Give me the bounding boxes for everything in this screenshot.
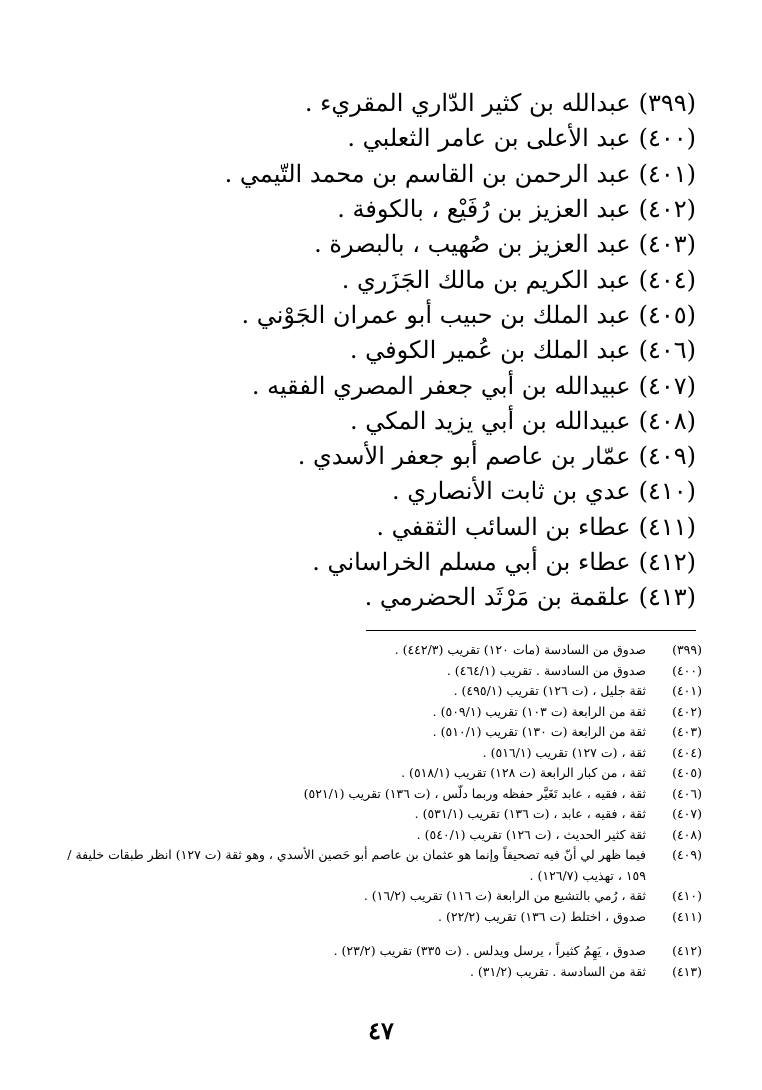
entry-name: عمّار بن عاصم أبو جعفر الأسدي . bbox=[297, 442, 631, 471]
footnote-number: (٤١١) bbox=[672, 908, 702, 924]
footnote-number: (٤٠٧) bbox=[672, 806, 702, 821]
entry-number: (٣٩٩) bbox=[638, 89, 696, 118]
footnote bbox=[62, 962, 702, 983]
footnote bbox=[62, 661, 702, 682]
footnote-number: (٤٠٨) bbox=[672, 826, 702, 842]
footnote-number: (٤٠٣) bbox=[672, 724, 702, 739]
footnote-text: ثقة ، رُمي بالتشيع من الرابعة (ت ١١٦) تقريب (١٦/٢) . bbox=[363, 888, 646, 903]
footnote-text: ثقة ، فقيه ، عابد تَغَيَّر حفظه وربما دلّس ، (ت ١٣٦) تقريب (٥٢١/١) bbox=[303, 785, 646, 801]
footnote-text: ثقة ، من كبار الرابعة (ت ١٢٨) تقريب (٥١٨/١) . bbox=[401, 765, 646, 780]
list-item bbox=[96, 510, 696, 545]
entry-number: (٤٠٠) bbox=[638, 124, 696, 153]
entry-number: (٤١٣) bbox=[638, 583, 696, 612]
footnote bbox=[62, 784, 702, 805]
footnote bbox=[62, 886, 702, 907]
entry-name: عبد الملك بن حبيب أبو عمران الجَوْني . bbox=[241, 300, 631, 329]
footnote bbox=[62, 743, 702, 764]
footnote-text: ثقة من الرابعة (ت ١٠٣) تقريب (٥٠٩/١) . bbox=[432, 703, 646, 719]
entry-number: (٤٠٥) bbox=[638, 300, 696, 329]
narrator-list bbox=[96, 86, 696, 615]
footnote bbox=[62, 825, 702, 846]
entry-number: (٤٠٤) bbox=[638, 265, 696, 294]
list-item bbox=[96, 474, 696, 509]
list-item bbox=[96, 580, 696, 615]
entry-number: (٤١١) bbox=[638, 512, 696, 541]
footnote-number: (٣٩٩) bbox=[672, 642, 702, 657]
footnote bbox=[62, 763, 702, 784]
entry-name: عبد العزيز بن صُهيب ، بالبصرة . bbox=[314, 230, 631, 259]
entry-name: علقمة بن مَرْثَد الحضرمي . bbox=[364, 583, 631, 612]
list-item bbox=[96, 192, 696, 227]
footnote-number: (٤١٣) bbox=[672, 963, 702, 979]
entry-name: عطاء بن أبي مسلم الخراساني . bbox=[312, 548, 631, 576]
entry-name: عطاء بن السائب الثقفي . bbox=[376, 512, 631, 541]
entry-name: عبدالله بن كثير الدّاري المقريء . bbox=[304, 89, 631, 118]
list-item bbox=[96, 439, 696, 474]
footnote bbox=[62, 907, 702, 928]
footnote-number: (٤٠٦) bbox=[672, 785, 702, 801]
list-item bbox=[96, 227, 696, 262]
footnote-text: صدوق ، يَهِمُ كثيراً ، يرسل ويدلس . (ت ٣٣٥) تقريب (٢٣/٢) . bbox=[333, 943, 646, 958]
footnote-text: صدوق من السادسة (مات ١٢٠) تقريب (٤٤٢/٣) . bbox=[394, 642, 646, 657]
entry-name: عدي بن ثابت الأنصاري . bbox=[392, 477, 631, 506]
entry-number: (٤٠٧) bbox=[638, 371, 696, 400]
entry-name: عبيدالله بن أبي يزيد المكي . bbox=[349, 406, 631, 435]
list-item bbox=[96, 157, 696, 192]
footnote bbox=[62, 722, 702, 743]
list-item bbox=[96, 86, 696, 121]
list-item bbox=[96, 545, 696, 580]
footnote-text: ثقة ، (ت ١٢٧) تقريب (٥١٦/١) . bbox=[482, 744, 646, 760]
footnote-text: صدوق ، اختلط (ت ١٣٦) تقريب (٢٢/٢) . bbox=[438, 908, 646, 924]
footnotes bbox=[62, 640, 702, 982]
footnote-text: ثقة من الرابعة (ت ١٣٠) تقريب (٥١٠/١) . bbox=[432, 724, 646, 739]
list-item bbox=[96, 121, 696, 156]
list-item bbox=[96, 298, 696, 333]
footnote-number: (٤٠٤) bbox=[672, 744, 702, 760]
footnote bbox=[62, 702, 702, 723]
entry-number: (٤٠٢) bbox=[638, 195, 696, 224]
footnote-number: (٤١٠) bbox=[672, 888, 702, 903]
entry-name: عبد الأعلى بن عامر الثعلبي . bbox=[347, 124, 631, 153]
entry-name: عبد الملك بن عُمير الكوفي . bbox=[349, 336, 631, 365]
entry-number: (٤١٢) bbox=[638, 548, 696, 576]
footnote-text: ثقة جليل ، (ت ١٢٦) تقريب (٤٩٥/١) . bbox=[453, 683, 646, 698]
footnote bbox=[62, 804, 702, 825]
list-item bbox=[96, 333, 696, 368]
entry-name: عبد الرحمن بن القاسم بن محمد التّيمي . bbox=[224, 159, 631, 188]
list-item bbox=[96, 368, 696, 403]
entry-number: (٤٠١) bbox=[638, 159, 696, 188]
footnote bbox=[62, 640, 702, 661]
footnote-number: (٤٠٩) bbox=[672, 847, 702, 862]
footnote-number: (٤٠٠) bbox=[672, 662, 702, 678]
footnote bbox=[62, 941, 702, 962]
entry-number: (٤٠٣) bbox=[638, 230, 696, 259]
page-number: ٤٧ bbox=[368, 1016, 394, 1045]
footnote-text: ثقة من السادسة . تقريب (٣١/٢) . bbox=[469, 963, 646, 979]
footnote bbox=[62, 681, 702, 702]
entry-number: (٤١٠) bbox=[638, 477, 696, 506]
entry-name: عبد العزيز بن رُفَيْع ، بالكوفة . bbox=[337, 195, 631, 224]
footnote-text: ثقة كثير الحديث ، (ت ١٢٦) تقريب (٥٤٠/١) . bbox=[416, 826, 646, 842]
footnote-number: (٤٠١) bbox=[672, 683, 702, 698]
list-item bbox=[96, 262, 696, 297]
footnote-divider bbox=[366, 630, 696, 631]
list-item bbox=[96, 404, 696, 439]
footnote bbox=[62, 845, 702, 886]
footnote-number: (٤٠٥) bbox=[672, 765, 702, 780]
footnote-number: (٤١٢) bbox=[672, 943, 702, 958]
footnote-text: فيما ظهر لي أنّ فيه تصحيفاً وإنما هو عثمان بن عاصم أبو حَصين الأسدي ، وهو ثقة (ت ١٢٧) انظر طبقات خليفة / ١٥٩ ، تهذيب (١٢٦/٧) . bbox=[67, 847, 646, 883]
footnote-text: ثقة ، فقيه ، عابد ، (ت ١٣٦) تقريب (٥٣١/١) . bbox=[414, 806, 646, 821]
entry-number: (٤٠٦) bbox=[638, 336, 696, 365]
entry-name: عبد الكريم بن مالك الجَزَري . bbox=[341, 265, 631, 294]
entry-number: (٤٠٨) bbox=[638, 406, 696, 435]
footnote-text: صدوق من السادسة . تقريب (٤٦٤/١) . bbox=[446, 662, 646, 678]
entry-name: عبيدالله بن أبي جعفر المصري الفقيه . bbox=[251, 371, 631, 400]
footnote-number: (٤٠٢) bbox=[672, 703, 702, 719]
entry-number: (٤٠٩) bbox=[638, 442, 696, 471]
